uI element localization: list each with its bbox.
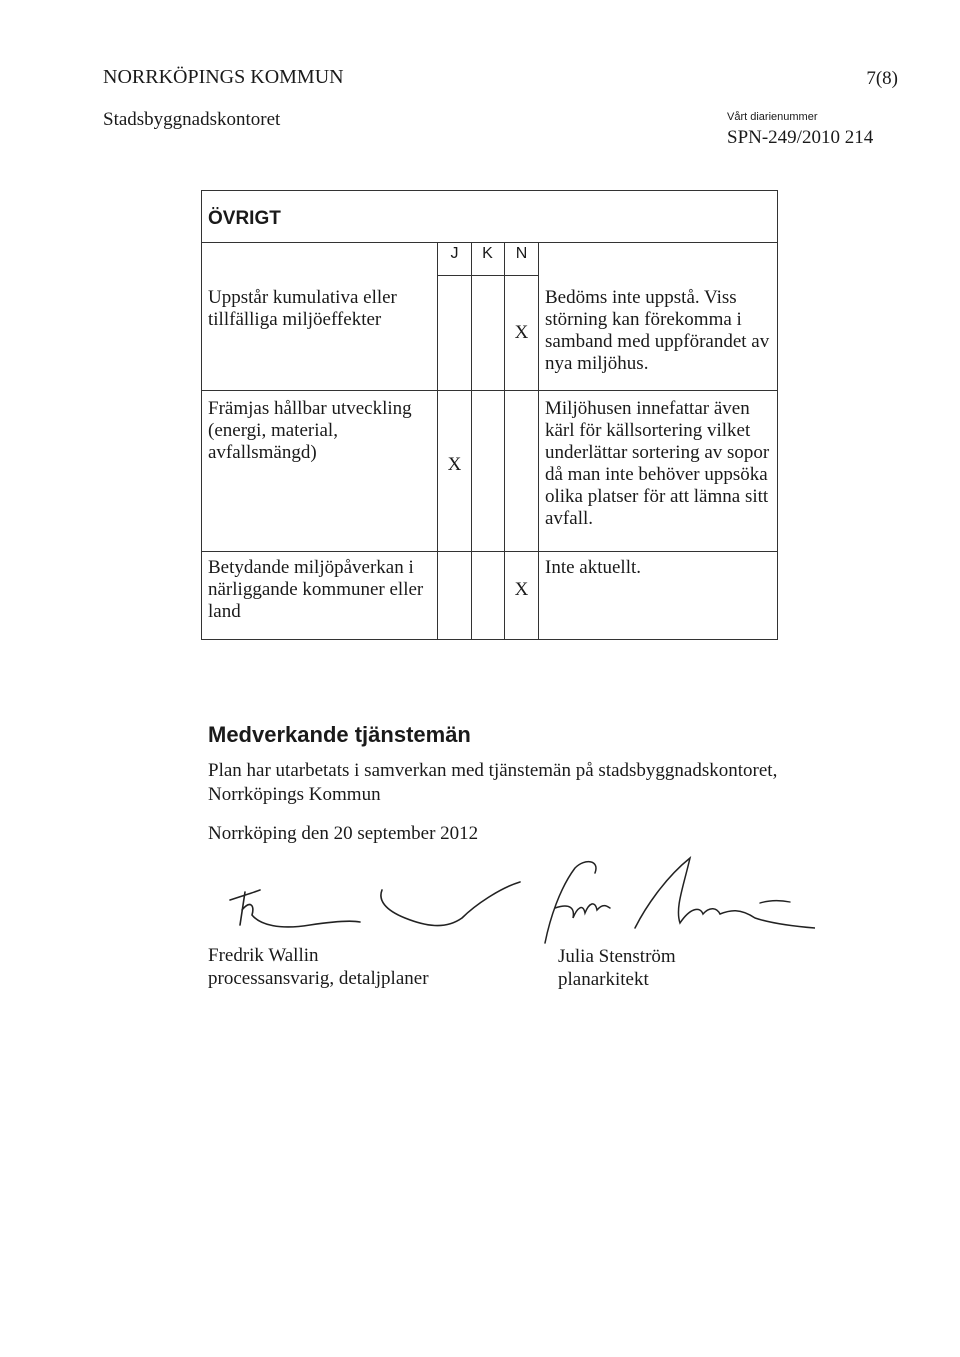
column-header-j: J — [450, 245, 459, 262]
signatory-name: Fredrik Wallin — [208, 945, 319, 966]
signatory-role: processansvarig, detaljplaner — [208, 968, 429, 989]
table-title: ÖVRIGT — [208, 208, 281, 229]
row-comment: Inte aktuellt. — [545, 557, 642, 578]
diary-number: SPN-249/2010 214 — [727, 127, 874, 148]
row-mark-j: X — [447, 454, 462, 475]
table-divider — [201, 551, 778, 552]
table-divider — [471, 242, 472, 640]
table-divider — [201, 390, 778, 391]
row-mark-n: X — [514, 579, 529, 600]
signature-fredrik-wallin — [200, 870, 530, 950]
row-comment: Bedöms inte uppstå. Viss störning kan förekomma i samband med uppförandet av nya miljöhus. — [545, 287, 770, 374]
signature-julia-stenstrom — [515, 848, 815, 958]
row-label: Betydande miljöpåverkan i närliggande kommuner eller land — [208, 557, 424, 622]
page-number: 7(8) — [866, 68, 898, 89]
table-divider — [538, 242, 539, 640]
column-header-n: N — [515, 245, 528, 262]
row-comment: Miljöhusen innefattar även kärl för källsortering vilket underlättar sortering av sopor då man inte behöver uppsöka olika platser för att lämna sitt avfall. — [545, 398, 770, 529]
organization-name: NORRKÖPINGS KOMMUN — [103, 66, 344, 88]
table-divider — [437, 275, 538, 276]
signatory-name: Julia Stenström — [558, 946, 676, 967]
place-and-date: Norrköping den 20 september 2012 — [208, 823, 479, 844]
section-body: Plan har utarbetats i samverkan med tjänstemän på stadsbyggnadskontoret, Norrköpings Kommun — [208, 760, 778, 805]
row-label: Uppstår kumulativa eller tillfälliga miljöeffekter — [208, 287, 397, 330]
table-divider — [437, 242, 438, 640]
row-mark-n: X — [514, 322, 529, 343]
section-title: Medverkande tjänstemän — [208, 722, 471, 747]
table-divider — [201, 242, 778, 243]
column-header-k: K — [482, 245, 493, 262]
signatory-role: planarkitekt — [558, 969, 649, 990]
diary-number-label: Vårt diarienummer — [727, 111, 818, 123]
row-label: Främjas hållbar utveckling (energi, material, avfallsmängd) — [208, 398, 412, 463]
department-name: Stadsbyggnadskontoret — [103, 109, 281, 130]
